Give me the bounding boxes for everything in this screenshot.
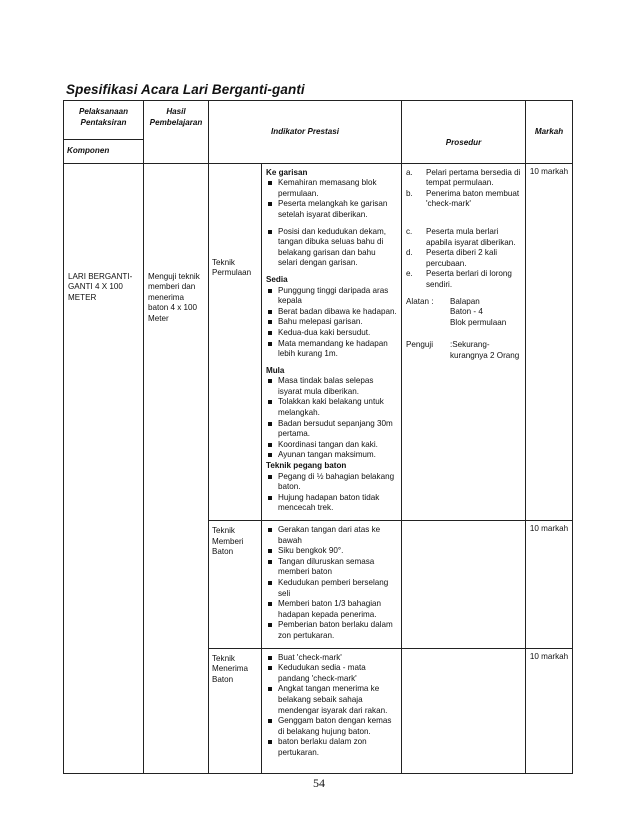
list-item: Mata memandang ke hadapan lebih kurang 1m. <box>266 339 397 360</box>
list-item: Punggung tinggi daripada aras kepala <box>266 286 397 307</box>
sedia-list <box>266 286 397 360</box>
list-item: Berat badan dibawa ke hadapan. <box>266 307 397 318</box>
step-marker: c. <box>406 226 413 236</box>
header-komponen: Komponen <box>64 140 144 164</box>
indikator-permulaan <box>262 163 402 520</box>
alatan-item: Baton - 4 <box>450 307 483 317</box>
list-item: Koordinasi tangan dan kaki. <box>266 440 397 451</box>
pegang-baton-list <box>266 472 397 514</box>
list-item: Posisi dan kedudukan dekam, tangan dibuka seluas bahu di belakang garisan dan bahu selari dengan garisan. <box>266 227 397 269</box>
header-hasil: Hasil Pembelajaran <box>144 101 209 164</box>
mula-list <box>266 376 397 461</box>
step-marker: e. <box>406 269 413 279</box>
prosedur-step <box>406 269 521 290</box>
step-text: Pelari pertama bersedia di tempat permulaan. <box>426 167 521 188</box>
step-text: Penerima baton membuat 'check-mark' <box>426 188 520 209</box>
alatan-item: Blok permulaan <box>450 317 507 327</box>
step-text: Peserta berlari di lorong sendiri. <box>426 269 512 289</box>
markah-memberi: 10 markah <box>526 521 573 649</box>
list-item: Pegang di ½ bahagian belakang baton. <box>266 472 397 493</box>
teknik-memberi-label: Teknik Memberi Baton <box>209 521 262 649</box>
list-item: Genggam baton dengan kemas di belakang hujung baton. <box>266 716 397 737</box>
header-pelaksanaan: Pelaksanaan Pentaksiran <box>64 101 144 140</box>
penguji-label: Penguji <box>406 340 434 350</box>
list-item: Masa tindak balas selepas isyarat mula diberikan. <box>266 376 397 397</box>
alatan-block <box>406 297 521 329</box>
header-prosedur: Prosedur <box>402 101 526 164</box>
hasil-cell: Menguji teknik memberi dan menerima baton 4 x 100 Meter <box>144 163 209 773</box>
page-number: 54 <box>313 776 325 790</box>
alatan-item: Balapan <box>450 296 480 306</box>
mula-heading: Mula <box>266 365 285 375</box>
header-markah: Markah <box>526 101 573 164</box>
list-item: Buat 'check-mark' <box>266 653 397 664</box>
prosedur-steps-bottom <box>406 227 521 291</box>
penguji-value: :Sekurang-kurangnya 2 Orang <box>450 340 520 360</box>
indikator-menerima <box>262 648 402 773</box>
list-item: Kedudukan pemberi berselang seli <box>266 578 397 599</box>
list-item: Hujung hadapan baton tidak mencecah trek. <box>266 493 397 514</box>
ke-garisan-list <box>266 178 397 220</box>
list-item: Memberi baton 1/3 bahagian hadapan kepada penerima. <box>266 599 397 620</box>
list-item: baton berlaku dalam zon pertukaran. <box>266 737 397 758</box>
list-item: Tolakkan kaki belakang untuk melangkah. <box>266 397 397 418</box>
step-marker: a. <box>406 167 413 177</box>
step-marker: b. <box>406 188 413 198</box>
header-indikator: Indikator Prestasi <box>209 101 402 164</box>
prosedur-step <box>406 248 521 269</box>
list-item: Peserta melangkah ke garisan setelah isyarat diberikan. <box>266 199 397 220</box>
specification-table <box>63 100 573 774</box>
prosedur-cell <box>402 163 526 520</box>
list-item: Angkat tangan menerima ke belakang sebaik sahaja mendengar isyarak dari rakan. <box>266 684 397 716</box>
list-item: Ayunan tangan maksimum. <box>266 450 397 461</box>
list-item: Kedudukan sedia - mata pandang 'check-mark' <box>266 663 397 684</box>
list-item: Siku bengkok 90°. <box>266 546 397 557</box>
prosedur-step <box>406 189 521 210</box>
page-title: Spesifikasi Acara Lari Berganti-ganti <box>66 82 305 97</box>
teknik-permulaan-label: Teknik Permulaan <box>209 163 262 520</box>
list-item: Kemahiran memasang blok permulaan. <box>266 178 397 199</box>
alatan-list <box>450 297 521 329</box>
alatan-label: Alatan : <box>406 296 434 306</box>
prosedur-step <box>406 227 521 248</box>
sedia-heading: Sedia <box>266 274 288 284</box>
list-item: Gerakan tangan dari atas ke bawah <box>266 525 397 546</box>
memberi-list <box>266 525 397 642</box>
list-item: Badan bersudut sepanjang 30m pertama. <box>266 419 397 440</box>
list-item: Kedua-dua kaki bersudut. <box>266 328 397 339</box>
step-marker: d. <box>406 248 413 258</box>
teknik-menerima-label: Teknik Menerima Baton <box>209 648 262 773</box>
komponen-cell: LARI BERGANTI-GANTI 4 X 100 METER <box>64 163 144 773</box>
prosedur-steps-top <box>406 168 521 210</box>
step-text: Peserta diberi 2 kali percubaan. <box>426 248 498 268</box>
markah-permulaan: 10 markah <box>526 163 573 520</box>
step-text: Peserta mula berlari apabila isyarat diberikan. <box>426 226 516 247</box>
ke-garisan-heading: Ke garisan <box>266 167 308 177</box>
posisi-list <box>266 227 397 269</box>
prosedur-step <box>406 168 521 189</box>
list-item: Tangan diluruskan semasa memberi baton <box>266 557 397 578</box>
prosedur-memberi <box>402 521 526 649</box>
markah-menerima: 10 markah <box>526 648 573 773</box>
menerima-list <box>266 653 397 759</box>
list-item: Bahu melepasi garisan. <box>266 317 397 328</box>
pegang-baton-heading: Teknik pegang baton <box>266 461 347 471</box>
prosedur-menerima <box>402 648 526 773</box>
penguji-block <box>406 340 521 361</box>
indikator-memberi <box>262 521 402 649</box>
list-item: Pemberian baton berlaku dalam zon pertukaran. <box>266 620 397 641</box>
